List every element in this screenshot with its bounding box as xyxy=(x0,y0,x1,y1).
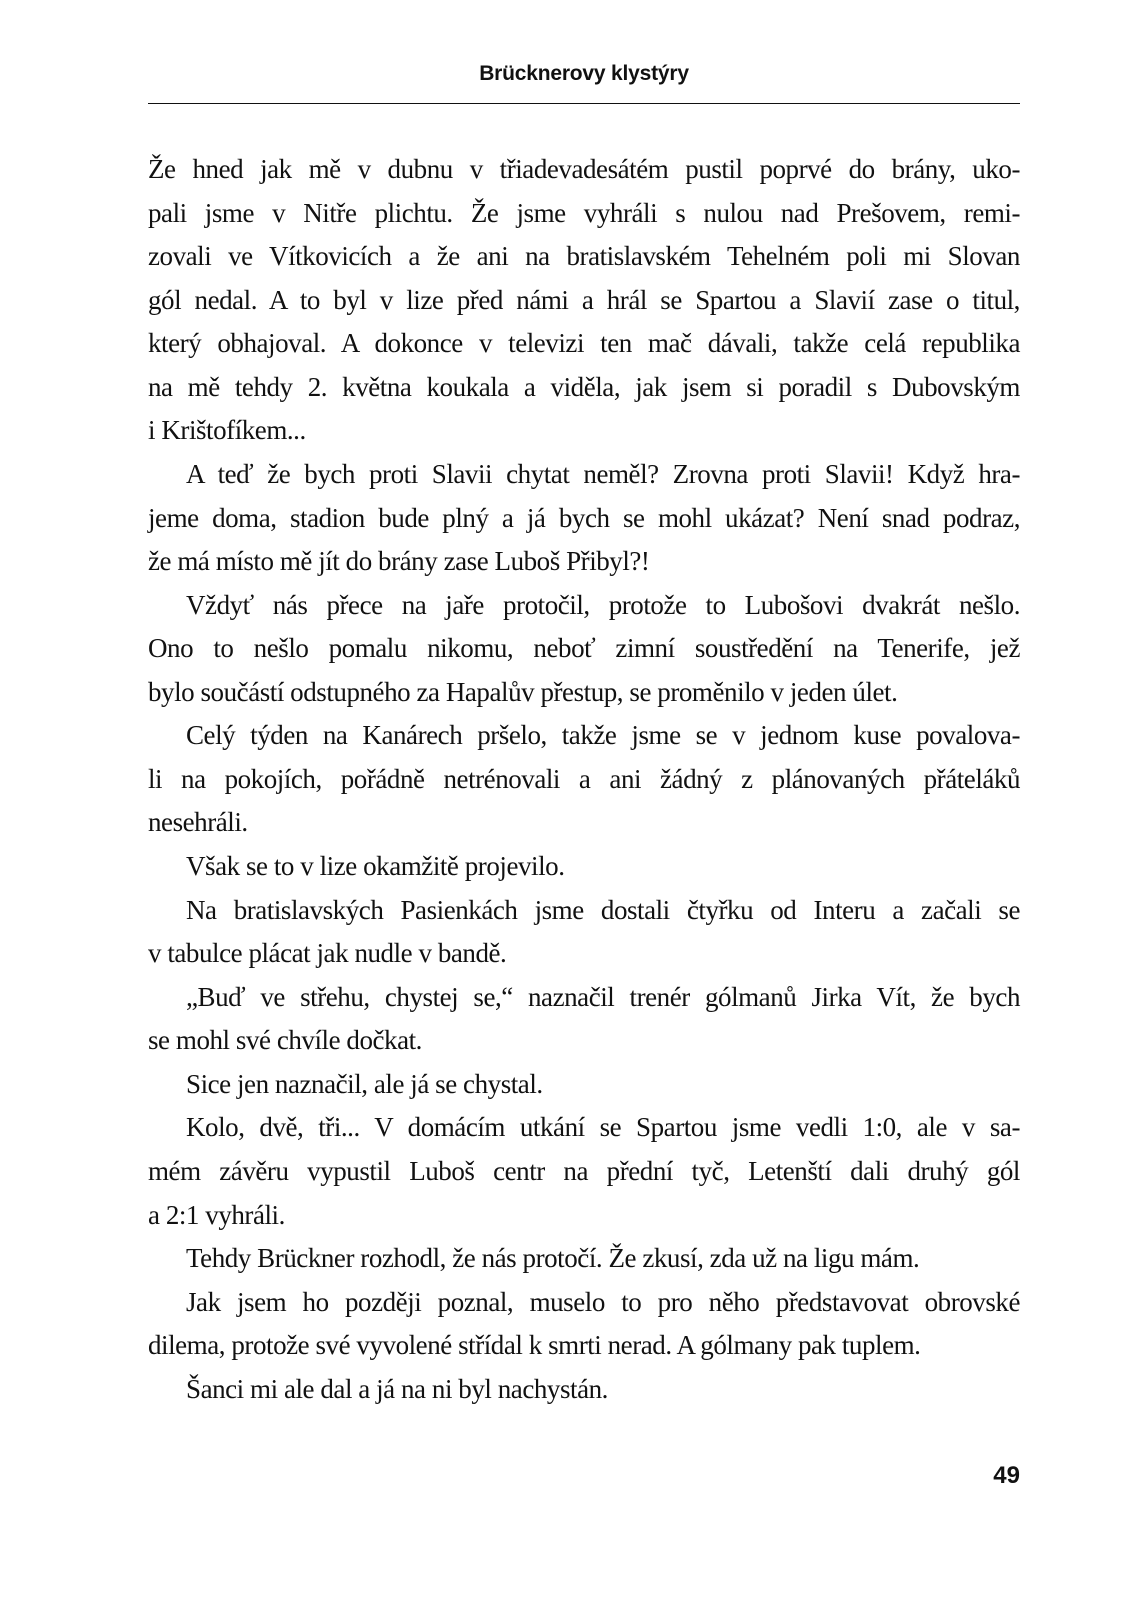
header-rule xyxy=(148,103,1020,104)
text-line: Sice jen naznačil, ale já se chystal. xyxy=(186,1068,543,1099)
text-line: zovali ve Vítkovicích a že ani na bratislavském Tehelném poli mi Slovan xyxy=(148,241,1020,272)
text-line: Jak jsem ho později poznal, muselo to pro něho představovat obrovské xyxy=(186,1286,1020,1317)
text-line: Že hned jak mě v dubnu v třiadevadesátém pustil poprvé do brány, uko- xyxy=(148,154,1020,184)
page-number: 49 xyxy=(993,1462,1020,1489)
text-line: li na pokojích, pořádně netrénovali a ani žádný z plánovaných přáteláků xyxy=(148,763,1020,794)
paragraph xyxy=(148,889,1020,976)
text-line: Tehdy Brückner rozhodl, že nás protočí. Že zkusí, zda už na ligu mám. xyxy=(186,1243,920,1274)
text-line: Vždyť nás přece na jaře protočil, protože to Lubošovi dvakrát nešlo. xyxy=(186,589,1020,620)
text-line: gól nedal. A to byl v lize před námi a hrál se Spartou a Slavií zase o titul, xyxy=(148,284,1020,315)
paragraph xyxy=(148,1368,1020,1412)
text-line: Šanci mi ale dal a já na ni byl nachystán. xyxy=(186,1373,608,1404)
text-line: mém závěru vypustil Luboš centr na přední tyč, Letenští dali druhý gól xyxy=(148,1155,1020,1186)
paragraph xyxy=(148,1063,1020,1107)
running-head-title: Brücknerovy klystýry xyxy=(479,62,689,85)
paragraph xyxy=(148,976,1020,1063)
text-line: na mě tehdy 2. května koukala a viděla, jak jsem si poradil s Dubovským xyxy=(148,371,1020,402)
text-line: bylo součástí odstupného za Hapalův přestup, se proměnilo v jeden úlet. xyxy=(148,676,898,707)
paragraph xyxy=(148,148,1020,453)
text-line: že má místo mě jít do brány zase Luboš Přibyl?! xyxy=(148,546,650,577)
text-line: v tabulce plácat jak nudle v bandě. xyxy=(148,938,507,969)
paragraph xyxy=(148,1237,1020,1281)
text-line: nesehráli. xyxy=(148,807,248,838)
text-line: „Buď ve střehu, chystej se,“ naznačil trenér gólmanů Jirka Vít, že bych xyxy=(186,981,1020,1012)
paragraph xyxy=(148,1281,1020,1368)
paragraph xyxy=(148,845,1020,889)
text-line: i Krištofíkem... xyxy=(148,415,306,446)
text-line: Kolo, dvě, tři... V domácím utkání se Spartou jsme vedli 1:0, ale v sa- xyxy=(186,1112,1020,1143)
text-line: A teď že bych proti Slavii chytat neměl? Zrovna proti Slavii! Když hra- xyxy=(186,458,1020,489)
paragraph xyxy=(148,453,1020,584)
text-line: Ono to nešlo pomalu nikomu, neboť zimní soustředění na Tenerife, jež xyxy=(148,633,1020,664)
text-line: jeme doma, stadion bude plný a já bych se mohl ukázat? Není snad podraz, xyxy=(148,502,1020,533)
paragraph xyxy=(148,1106,1020,1237)
paragraph xyxy=(148,714,1020,845)
text-line: Celý týden na Kanárech pršelo, takže jsme se v jednom kuse povalova- xyxy=(186,720,1020,751)
text-line: a 2:1 vyhráli. xyxy=(148,1199,285,1230)
body-text xyxy=(148,148,1020,1411)
text-line: pali jsme v Nitře plichtu. Že jsme vyhráli s nulou nad Prešovem, remi- xyxy=(148,197,1020,228)
text-line: Na bratislavských Pasienkách jsme dostali čtyřku od Interu a začali se xyxy=(186,894,1020,925)
text-line: který obhajoval. A dokonce v televizi ten mač dávali, takže celá republika xyxy=(148,328,1020,359)
text-line: Však se to v lize okamžitě projevilo. xyxy=(186,851,565,881)
paragraph xyxy=(148,584,1020,715)
text-line: se mohl své chvíle dočkat. xyxy=(148,1025,422,1056)
text-line: dilema, protože své vyvolené střídal k smrti nerad. A gólmany pak tuplem. xyxy=(148,1330,921,1361)
